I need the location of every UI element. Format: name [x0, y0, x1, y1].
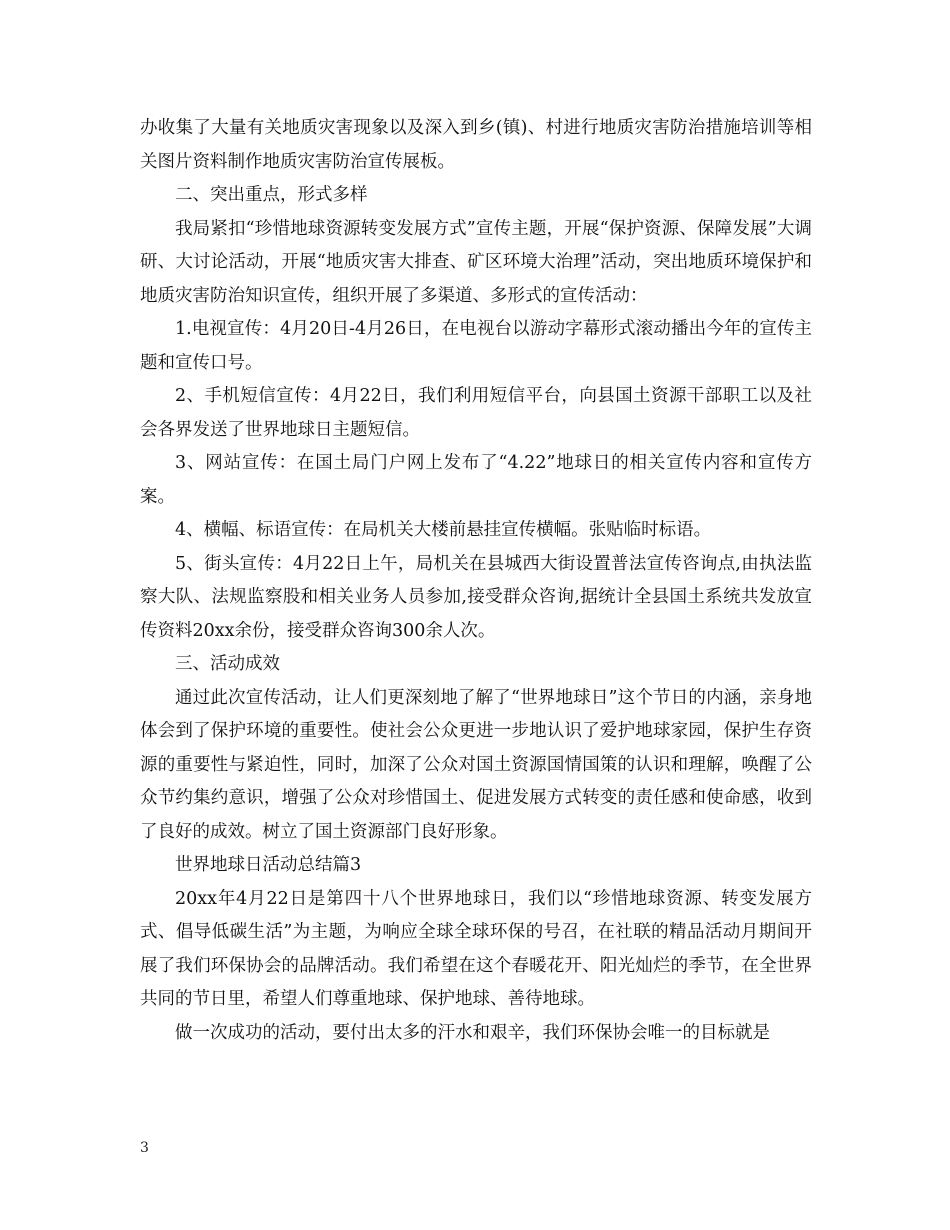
paragraph-continuation: 办收集了大量有关地质灾害现象以及深入到乡(镇)、村进行地质灾害防治措施培训等相关图片资料制作地质灾害防治宣传展板。	[140, 118, 812, 172]
article-heading: 世界地球日活动总结篇3	[175, 855, 362, 875]
paragraph-intro: 我局紧扣“珍惜地球资源转变发展方式”宣传主题，开展“保护资源、保障发展”大调研、大讨论活动，开展“地质灾害大排查、矿区环境大治理”活动，突出地质环境保护和地质灾害防治知识宣传，组织开展了多渠道、多形式的宣传活动：	[140, 218, 812, 306]
list-item-tv: 1.电视宣传：4月20日-4月26日，在电视台以游动字幕形式滚动播出今年的宣传主题和宣传口号。	[140, 319, 812, 373]
paragraph-results: 通过此次宣传活动，让人们更深刻地了解了“世界地球日”这个节日的内涵，亲身地体会到了保护环境的重要性。使社会公众更进一步地认识了爱护地球家园，保护生存资源的重要性与紧迫性，同时，加深了公众对国土资源国情国策的认识和理解，唤醒了公众节约集约意识，增强了公众对珍惜国土、促进发展方式转变的责任感和使命感，收到了良好的成效。树立了国土资源部门良好形象。	[140, 687, 812, 842]
list-item-banner: 4、横幅、标语宣传：在局机关大楼前悬挂宣传横幅。张贴临时标语。	[175, 520, 712, 540]
section-heading-2: 二、突出重点，形式多样	[175, 185, 368, 205]
list-item-website: 3、网站宣传：在国土局门户网上发布了“4.22”地球日的相关宣传内容和宣传方案。	[140, 453, 812, 507]
page-number: 3	[140, 1140, 149, 1156]
paragraph-conclusion: 做一次成功的活动，要付出太多的汗水和艰辛，我们环保协会唯一的目标就是	[175, 1022, 770, 1043]
list-item-street: 5、街头宣传：4月22日上午，局机关在县城西大街设置普法宣传咨询点,由执法监察大队、法规监察股和相关业务人员参加,接受群众咨询,据统计全县国土系统共发放宣传资料20xx余份，接受群众咨询300余人次。	[140, 553, 812, 641]
section-heading-3: 三、活动成效	[175, 654, 280, 674]
list-item-sms: 2、手机短信宣传：4月22日，我们利用短信平台，向县国土资源干部职工以及社会各界发送了世界地球日主题短信。	[140, 386, 812, 440]
paragraph-earth-day: 20xx年4月22日是第四十八个世界地球日，我们以“珍惜地球资源、转变发展方式、倡导低碳生活”为主题，为响应全球全球环保的号召，在社联的精品活动月期间开展了我们环保协会的品牌活动。我们希望在这个春暖花开、阳光灿烂的季节，在全世界共同的节日里，希望人们尊重地球、保护地球、善待地球。	[140, 888, 812, 1009]
document-body	[140, 112, 812, 1050]
